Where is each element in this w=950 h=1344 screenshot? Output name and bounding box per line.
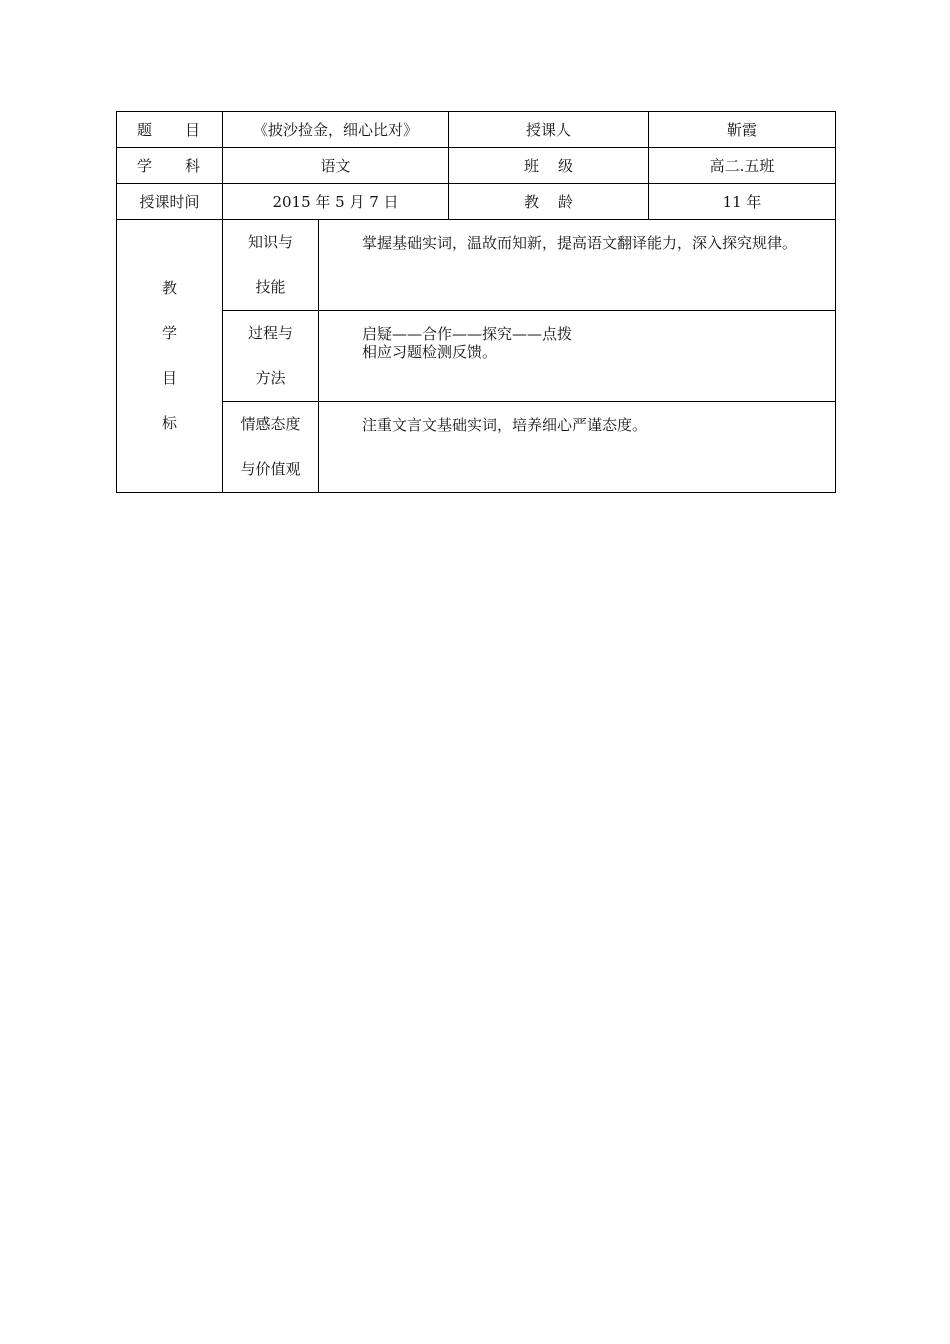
topic-value: 《披沙捡金，细心比对》 xyxy=(223,112,449,148)
table-row xyxy=(117,184,836,220)
age-label: 教 龄 xyxy=(449,184,649,220)
table-row xyxy=(117,112,836,148)
table-row xyxy=(117,311,836,402)
age-value: 11 年 xyxy=(649,184,836,220)
table-row xyxy=(117,148,836,184)
table-row xyxy=(117,402,836,493)
subject-value: 语文 xyxy=(223,148,449,184)
goal-process-text: 启疑——合作——探究——点拨 相应习题检测反馈。 xyxy=(319,311,836,402)
teacher-label: 授课人 xyxy=(449,112,649,148)
goal-knowledge-text: 掌握基础实词，温故而知新，提高语文翻译能力，深入探究规律。 xyxy=(319,220,836,311)
teacher-value: 靳霞 xyxy=(649,112,836,148)
subject-label: 学 科 xyxy=(117,148,223,184)
goal-knowledge-label: 知识与 技能 xyxy=(223,220,319,311)
class-value: 高二.五班 xyxy=(649,148,836,184)
goals-label: 教 学 目 标 xyxy=(117,220,223,493)
goal-process-label: 过程与 方法 xyxy=(223,311,319,402)
topic-label: 题 目 xyxy=(117,112,223,148)
time-value: 2015 年 5 月 7 日 xyxy=(223,184,449,220)
lesson-info-table xyxy=(116,111,836,493)
time-label: 授课时间 xyxy=(117,184,223,220)
goal-attitude-text: 注重文言文基础实词，培养细心严谨态度。 xyxy=(319,402,836,493)
goal-attitude-label: 情感态度 与价值观 xyxy=(223,402,319,493)
table-row xyxy=(117,220,836,311)
class-label: 班 级 xyxy=(449,148,649,184)
